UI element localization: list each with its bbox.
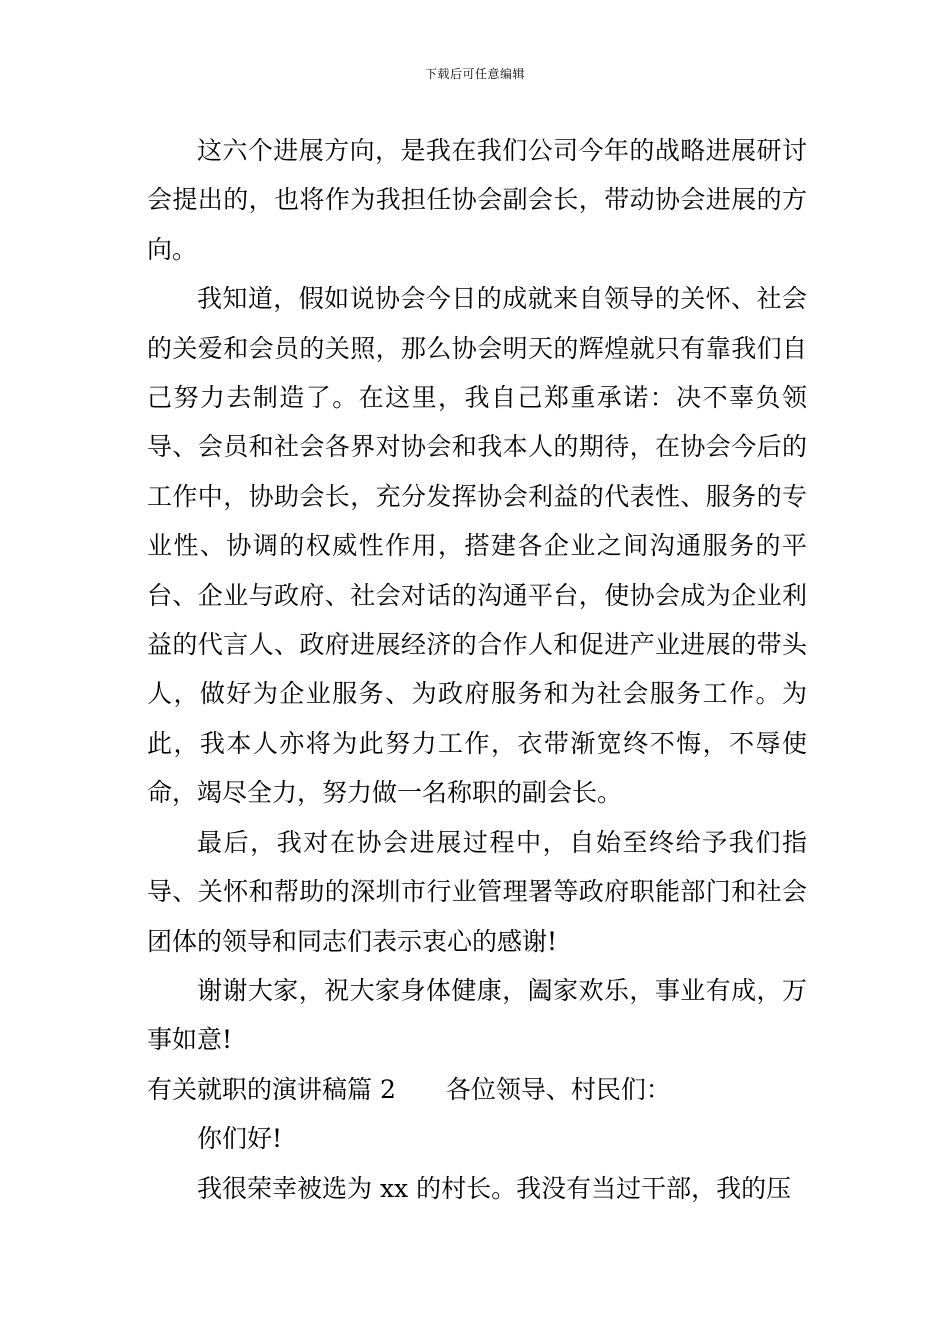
- paragraph-greeting: 你们好!: [197, 1124, 283, 1154]
- paragraph-thanks: 最后，我对在协会进展过程中，自始至终给予我们指导、关怀和帮助的深圳市行业管理署等政府职能部门和社会团体的领导和同志们表示衷心的感谢!: [147, 827, 807, 956]
- page-header-note: 下载后可任意编辑: [424, 67, 525, 81]
- document-body: [147, 126, 807, 1213]
- section-heading-line: [147, 1065, 807, 1114]
- section-title: 有关就职的演讲稿篇 2: [147, 1074, 396, 1104]
- paragraph-wishes: 谢谢大家，祝大家身体健康，阖家欢乐，事业有成，万事如意!: [147, 975, 807, 1055]
- paragraph-commitment: 我知道，假如说协会今日的成就来自领导的关怀、社会的关爱和会员的关照，那么协会明天的辉煌就只有靠我们自己努力去制造了。在这里，我自己郑重承诺：决不辜负领导、会员和社会各界对协会和我本人的期待，在协会今后的工作中，协助会长，充分发挥协会利益的代表性、服务的专业性、协调的权威性作用，搭建各企业之间沟通服务的平台、企业与政府、社会对话的沟通平台，使协会成为企业利益的代言人、政府进展经济的合作人和促进产业进展的带头人，做好为企业服务、为政府服务和为社会服务工作。为此，我本人亦将为此努力工作，衣带渐宽终不悔，不辱使命，竭尽全力，努力做一名称职的副会长。: [147, 284, 807, 808]
- salutation: 各位领导、村民们：: [445, 1074, 671, 1104]
- paragraph-village-head: 我很荣幸被选为 xx 的村长。我没有当过干部，我的压: [197, 1173, 792, 1203]
- paragraph-development-directions: 这六个进展方向，是我在我们公司今年的战略进展研讨会提出的，也将作为我担任协会副会长，带动协会进展的方向。: [147, 136, 807, 264]
